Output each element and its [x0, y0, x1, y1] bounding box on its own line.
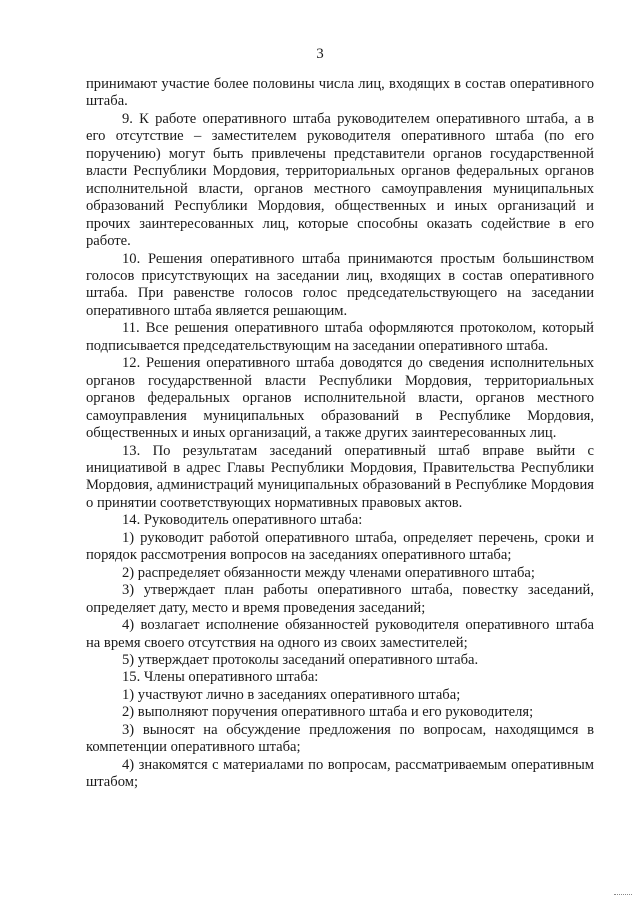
scan-mark: [614, 894, 632, 895]
list-item: 1) руководит работой оперативного штаба, определяет перечень, сроки и порядок рассмотрения вопросов на заседаниях оперативного штаба;: [86, 529, 594, 564]
document-body: [86, 76, 594, 792]
list-item: 2) выполняют поручения оперативного штаба и его руководителя;: [122, 704, 534, 721]
page-number: 3: [316, 46, 324, 62]
list-item: 2) распределяет обязанности между членами оперативного штаба;: [122, 564, 535, 581]
paragraph: 12. Решения оперативного штаба доводятся до сведения исполнительных органов государственной власти Республики Мордовия, территориальных органов федеральных органов исполнительной власти, органов местного самоуправления муниципальных образований в Республике Мордовия, общественных и иных организаций, а также других заинтересованных лиц.: [86, 355, 594, 442]
list-item: 4) знакомятся с материалами по вопросам, рассматриваемым оперативным штабом;: [86, 756, 594, 791]
paragraph: принимают участие более половины числа лиц, входящих в состав оперативного штаба.: [86, 76, 594, 110]
paragraph: 10. Решения оперативного штаба принимаются простым большинством голосов присутствующих на заседании лиц, входящих в состав оперативного штаба. При равенстве голосов голос председательствующего на заседании оперативного штаба является решающим.: [86, 250, 594, 319]
paragraph: 9. К работе оперативного штаба руководителем оперативного штаба, а в его отсутствие – заместителем руководителя оперативного штаба (по его поручению) могут быть привлечены представители органов государственной власти Республики Мордовия, территориальных органов федеральных органов исполнительной власти, органов местного самоуправления муниципальных образований Республики Мордовия, общественных и иных организаций и прочих заинтересованных лиц, которые способны оказать содействие в его работе.: [86, 110, 594, 250]
list-item: 3) утверждает план работы оперативного штаба, повестку заседаний, определяет дату, место и время проведения заседаний;: [86, 582, 594, 616]
paragraph: 15. Члены оперативного штаба:: [122, 669, 319, 686]
paragraph: 11. Все решения оперативного штаба оформляются протоколом, который подписывается председательствующим на заседании оперативного штаба.: [86, 320, 594, 354]
list-item: 1) участвуют лично в заседаниях оперативного штаба;: [122, 686, 461, 703]
list-item: 4) возлагает исполнение обязанностей руководителя оперативного штаба на время своего отсутствия на одного из своих заместителей;: [86, 617, 594, 651]
paragraph: 13. По результатам заседаний оперативный штаб вправе выйти с инициативой в адрес Главы Республики Мордовия, Правительства Республики Мордовия, администраций муниципальных образований в Республике Мордовия о принятии соответствующих нормативных правовых актов.: [86, 442, 594, 511]
list-item: 5) утверждает протоколы заседаний оперативного штаба.: [122, 651, 479, 668]
list-item: 3) выносят на обсуждение предложения по вопросам, находящимся в компетенции оперативного штаба;: [86, 721, 594, 756]
paragraph: 14. Руководитель оперативного штаба:: [122, 512, 363, 529]
